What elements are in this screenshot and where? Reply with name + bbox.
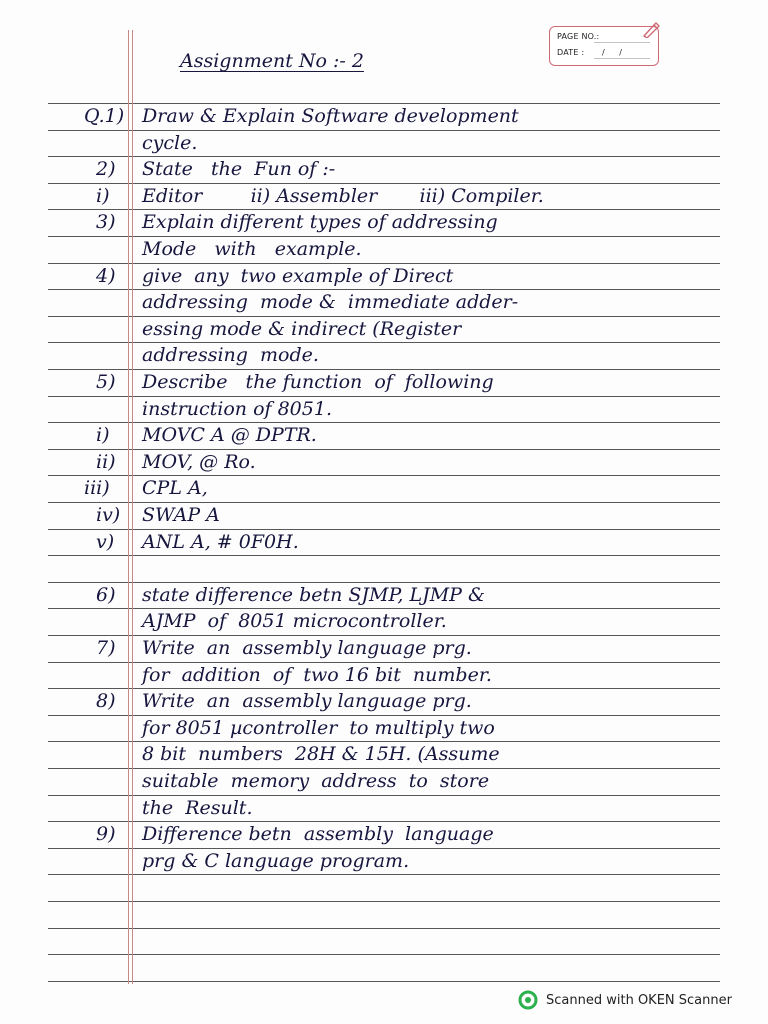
ruling-line [48, 316, 720, 317]
ruling-line [48, 821, 720, 822]
oken-logo-icon [518, 990, 538, 1010]
question-text: cycle. [142, 132, 198, 154]
page-title: Assignment No :- 2 [180, 50, 364, 72]
date-label: DATE : [557, 48, 585, 57]
question-number: v) [96, 531, 115, 553]
ruling-line [48, 662, 720, 663]
question-text: Editor ii) Assembler iii) Compiler. [142, 185, 544, 207]
ruling-line [48, 928, 720, 929]
question-text: instruction of 8051. [142, 398, 332, 420]
question-text: essing mode & indirect (Register [142, 318, 462, 340]
ruling-line [48, 981, 720, 982]
ruling-line [48, 396, 720, 397]
question-text: SWAP A [142, 504, 220, 526]
ruling-line [48, 582, 720, 583]
ruling-line [48, 768, 720, 769]
ruling-line [48, 555, 720, 556]
ruling-line [48, 954, 720, 955]
scanner-footer-text: Scanned with OKEN Scanner [546, 992, 732, 1008]
scanner-footer [518, 990, 732, 1010]
ruling-line [48, 289, 720, 290]
page-no-rule [594, 42, 650, 43]
ruling-line [48, 715, 720, 716]
date-value: / / [602, 48, 628, 57]
question-text: Difference betn assembly language [142, 823, 494, 845]
question-text: for addition of two 16 bit number. [142, 664, 492, 686]
ruling-line [48, 502, 720, 503]
question-text: the Result. [142, 797, 253, 819]
question-number: i) [96, 185, 110, 207]
question-number: 2) [96, 158, 116, 180]
question-text: Mode with example. [142, 238, 362, 260]
ruling-line [48, 342, 720, 343]
question-text: Describe the function of following [142, 371, 494, 393]
question-text: State the Fun of :- [142, 158, 336, 180]
question-text: prg & C language program. [142, 850, 410, 872]
date-rule [594, 58, 650, 59]
ruling-line [48, 422, 720, 423]
question-text: Write an assembly language prg. [142, 637, 472, 659]
ruling-line [48, 795, 720, 796]
question-text: give any two example of Direct [142, 265, 454, 287]
ruling-line [48, 130, 720, 131]
ruling-line [48, 369, 720, 370]
question-number: 6) [96, 584, 116, 606]
question-number: ii) [96, 451, 116, 473]
question-number: 4) [96, 265, 116, 287]
question-text: Write an assembly language prg. [142, 690, 472, 712]
question-text: CPL A, [142, 477, 208, 499]
question-number: 5) [96, 371, 116, 393]
question-number: i) [96, 424, 110, 446]
question-number: iv) [96, 504, 121, 526]
question-text: state difference betn SJMP, LJMP & [142, 584, 485, 606]
question-text: MOVC A @ DPTR. [142, 424, 317, 446]
ruling-line [48, 209, 720, 210]
ruling-line [48, 183, 720, 184]
question-text: for 8051 µcontroller to multiply two [142, 717, 495, 739]
ruling-line [48, 449, 720, 450]
question-text: addressing mode & immediate adder- [142, 291, 519, 313]
margin-line-right [132, 30, 133, 984]
question-number: 9) [96, 823, 116, 845]
margin-line-left [128, 30, 129, 984]
ruling-line [48, 848, 720, 849]
page-no-label: PAGE NO.: [557, 32, 600, 41]
question-text: Draw & Explain Software development [142, 105, 519, 127]
question-number: Q.1) [84, 105, 125, 127]
pencil-icon [642, 22, 660, 38]
ruling-line [48, 608, 720, 609]
question-text: MOV, @ Ro. [142, 451, 256, 473]
ruling-line [48, 263, 720, 264]
question-text: addressing mode. [142, 344, 319, 366]
ruling-line [48, 901, 720, 902]
ruling-line [48, 103, 720, 104]
ruling-line [48, 741, 720, 742]
ruling-line [48, 874, 720, 875]
ruling-line [48, 688, 720, 689]
ruling-line [48, 635, 720, 636]
question-number: iii) [84, 477, 110, 499]
ruling-line [48, 236, 720, 237]
question-text: suitable memory address to store [142, 770, 490, 792]
question-text: AJMP of 8051 microcontroller. [142, 610, 447, 632]
question-number: 7) [96, 637, 116, 659]
question-text: ANL A, # 0F0H. [142, 531, 299, 553]
question-text: Explain different types of addressing [142, 211, 498, 233]
ruling-line [48, 529, 720, 530]
question-number: 3) [96, 211, 116, 233]
ruling-line [48, 475, 720, 476]
question-number: 8) [96, 690, 116, 712]
question-text: 8 bit numbers 28H & 15H. (Assume [142, 743, 500, 765]
ruling-line [48, 156, 720, 157]
